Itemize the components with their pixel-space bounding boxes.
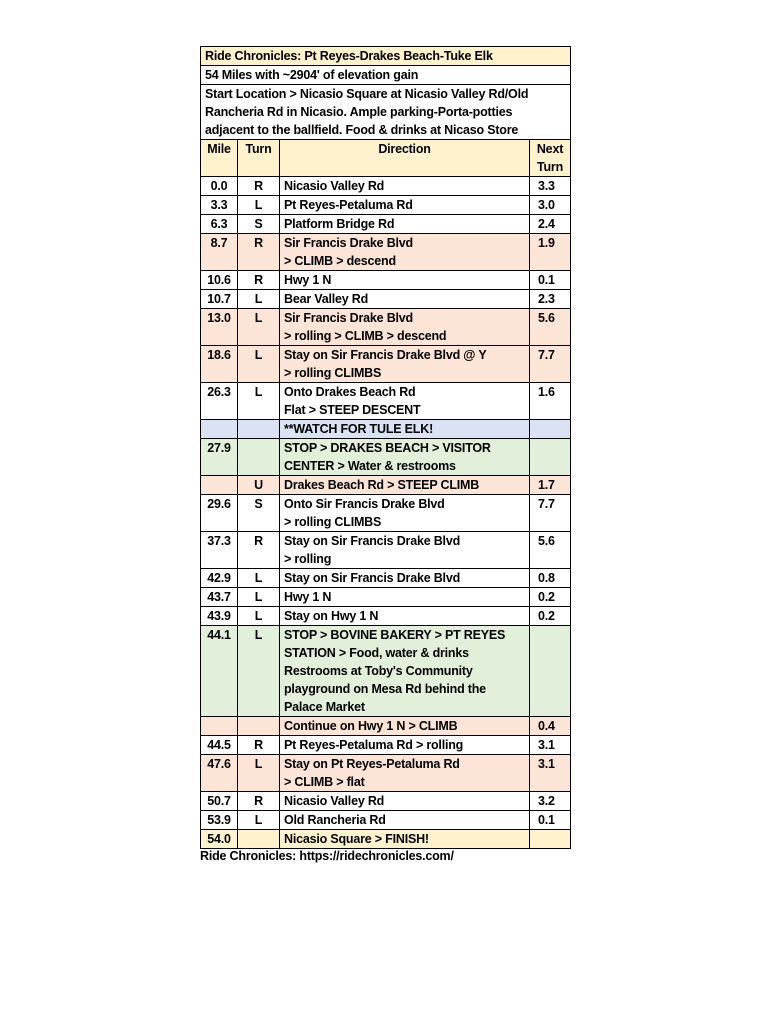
cue-turn xyxy=(238,830,280,849)
cue-direction xyxy=(280,717,530,736)
cue-mile: 18.6 xyxy=(201,346,238,383)
cue-direction-line: > rolling CLIMBS xyxy=(284,515,382,529)
cue-row xyxy=(201,234,571,271)
cue-next-turn xyxy=(530,626,571,717)
cue-mile: 44.1 xyxy=(201,626,238,717)
cue-direction-line: Stay on Pt Reyes-Petaluma Rd xyxy=(284,757,460,771)
cue-direction-line: playground on Mesa Rd behind the xyxy=(284,682,486,696)
cue-turn: U xyxy=(238,476,280,495)
cue-direction xyxy=(280,196,530,215)
cue-turn: L xyxy=(238,309,280,346)
header-next-turn-line: Next xyxy=(536,142,564,156)
cue-direction xyxy=(280,439,530,476)
start-line: Rancheria Rd in Nicasio. Ample parking-Porta-potties xyxy=(205,105,513,119)
cue-turn: L xyxy=(238,811,280,830)
cue-row xyxy=(201,439,571,476)
cue-turn xyxy=(238,439,280,476)
cue-turn: R xyxy=(238,271,280,290)
cue-mile: 27.9 xyxy=(201,439,238,476)
cue-direction-line: > rolling CLIMBS xyxy=(284,366,382,380)
cue-next-turn xyxy=(530,420,571,439)
cue-direction-line: Sir Francis Drake Blvd xyxy=(284,311,413,325)
cue-direction xyxy=(280,532,530,569)
cue-next-turn: 5.6 xyxy=(530,532,571,569)
cue-row xyxy=(201,588,571,607)
cue-direction-line: Continue on Hwy 1 N > CLIMB xyxy=(284,719,458,733)
route-title: Ride Chronicles: Pt Reyes-Drakes Beach-Tuke Elk xyxy=(201,47,571,66)
cue-turn: L xyxy=(238,588,280,607)
cue-next-turn: 3.2 xyxy=(530,792,571,811)
cue-next-turn: 1.9 xyxy=(530,234,571,271)
cue-row xyxy=(201,811,571,830)
start-location-row xyxy=(201,85,571,140)
header-direction: Direction xyxy=(280,140,530,177)
cue-next-turn: 3.3 xyxy=(530,177,571,196)
cue-row xyxy=(201,271,571,290)
cue-direction-line: Sir Francis Drake Blvd xyxy=(284,236,413,250)
cue-direction-line: > CLIMB > descend xyxy=(284,254,396,268)
cue-mile: 0.0 xyxy=(201,177,238,196)
cue-next-turn: 3.1 xyxy=(530,736,571,755)
cue-direction xyxy=(280,271,530,290)
cue-direction-line: Nicasio Valley Rd xyxy=(284,179,385,193)
cue-next-turn: 1.6 xyxy=(530,383,571,420)
cue-direction xyxy=(280,569,530,588)
cue-mile: 43.9 xyxy=(201,607,238,626)
cue-mile xyxy=(201,717,238,736)
cue-row xyxy=(201,830,571,849)
cue-direction-line: CENTER > Water & restrooms xyxy=(284,459,456,473)
cue-mile: 44.5 xyxy=(201,736,238,755)
cue-turn: S xyxy=(238,215,280,234)
cue-mile: 29.6 xyxy=(201,495,238,532)
cue-row xyxy=(201,717,571,736)
cue-next-turn: 3.0 xyxy=(530,196,571,215)
cue-direction-line: Flat > STEEP DESCENT xyxy=(284,403,421,417)
cue-mile: 54.0 xyxy=(201,830,238,849)
cue-direction xyxy=(280,215,530,234)
start-line: Start Location > Nicasio Square at Nicasio Valley Rd/Old xyxy=(205,87,529,101)
cue-next-turn: 2.3 xyxy=(530,290,571,309)
cue-direction xyxy=(280,588,530,607)
cue-direction xyxy=(280,420,530,439)
cue-row xyxy=(201,755,571,792)
cue-row xyxy=(201,626,571,717)
cue-turn: L xyxy=(238,607,280,626)
start-line: adjacent to the ballfield. Food & drinks at Nicaso Store xyxy=(205,123,519,137)
cue-direction-line: Stay on Sir Francis Drake Blvd @ Y xyxy=(284,348,487,362)
cue-row xyxy=(201,309,571,346)
cue-mile: 47.6 xyxy=(201,755,238,792)
cue-mile: 8.7 xyxy=(201,234,238,271)
start-location xyxy=(201,85,571,140)
cue-direction-line: Bear Valley Rd xyxy=(284,292,369,306)
cue-direction xyxy=(280,736,530,755)
cue-direction xyxy=(280,792,530,811)
cue-mile: 26.3 xyxy=(201,383,238,420)
cue-direction xyxy=(280,309,530,346)
cue-turn: R xyxy=(238,792,280,811)
cue-next-turn: 3.1 xyxy=(530,755,571,792)
cue-mile: 42.9 xyxy=(201,569,238,588)
cue-direction xyxy=(280,626,530,717)
cue-next-turn: 0.8 xyxy=(530,569,571,588)
cue-row xyxy=(201,177,571,196)
cue-direction xyxy=(280,290,530,309)
cue-direction-line: Pt Reyes-Petaluma Rd xyxy=(284,198,413,212)
cue-direction-line: > rolling > CLIMB > descend xyxy=(284,329,447,343)
cue-turn: R xyxy=(238,177,280,196)
cue-direction-line: Hwy 1 N xyxy=(284,273,332,287)
cue-sheet xyxy=(200,46,570,849)
summary-row xyxy=(201,66,571,85)
cue-next-turn: 1.7 xyxy=(530,476,571,495)
cue-direction-line: Onto Sir Francis Drake Blvd xyxy=(284,497,445,511)
cue-next-turn: 7.7 xyxy=(530,346,571,383)
cue-direction xyxy=(280,383,530,420)
cue-turn: L xyxy=(238,196,280,215)
cue-turn: L xyxy=(238,346,280,383)
cue-next-turn: 0.1 xyxy=(530,271,571,290)
cue-direction-line: Nicasio Square > FINISH! xyxy=(284,832,429,846)
header-turn: Turn xyxy=(238,140,280,177)
cue-mile: 13.0 xyxy=(201,309,238,346)
cue-direction-line: Stay on Sir Francis Drake Blvd xyxy=(284,571,461,585)
cue-turn: R xyxy=(238,532,280,569)
cue-direction-line: Onto Drakes Beach Rd xyxy=(284,385,416,399)
cue-direction-line: STOP > BOVINE BAKERY > PT REYES xyxy=(284,628,506,642)
header-mile: Mile xyxy=(201,140,238,177)
cue-turn: R xyxy=(238,234,280,271)
cue-table xyxy=(200,46,571,849)
cue-direction-line: > CLIMB > flat xyxy=(284,775,365,789)
cue-direction-line: Old Rancheria Rd xyxy=(284,813,386,827)
cue-direction-line: Nicasio Valley Rd xyxy=(284,794,385,808)
cue-direction xyxy=(280,830,530,849)
cue-next-turn: 0.2 xyxy=(530,588,571,607)
cue-direction xyxy=(280,495,530,532)
cue-row xyxy=(201,792,571,811)
cue-direction-line: STATION > Food, water & drinks xyxy=(284,646,469,660)
cue-row xyxy=(201,569,571,588)
cue-row xyxy=(201,532,571,569)
cue-turn: L xyxy=(238,755,280,792)
cue-direction xyxy=(280,177,530,196)
cue-direction-line: STOP > DRAKES BEACH > VISITOR xyxy=(284,441,491,455)
cue-direction-line: Platform Bridge Rd xyxy=(284,217,395,231)
cue-direction-line: **WATCH FOR TULE ELK! xyxy=(284,422,434,436)
cue-direction xyxy=(280,755,530,792)
cue-turn: L xyxy=(238,569,280,588)
cue-direction-line: > rolling xyxy=(284,552,332,566)
cue-mile: 10.7 xyxy=(201,290,238,309)
cue-mile: 6.3 xyxy=(201,215,238,234)
cue-direction xyxy=(280,234,530,271)
cue-row xyxy=(201,290,571,309)
cue-direction-line: Restrooms at Toby's Community xyxy=(284,664,473,678)
cue-row xyxy=(201,420,571,439)
cue-direction-line: Hwy 1 N xyxy=(284,590,332,604)
cue-next-turn: 2.4 xyxy=(530,215,571,234)
cue-direction-line: Drakes Beach Rd > STEEP CLIMB xyxy=(284,478,480,492)
cue-mile: 50.7 xyxy=(201,792,238,811)
footer-credit: Ride Chronicles: https://ridechronicles.com/ xyxy=(200,849,454,863)
cue-mile: 3.3 xyxy=(201,196,238,215)
cue-row xyxy=(201,736,571,755)
cue-next-turn: 0.1 xyxy=(530,811,571,830)
cue-direction-line: Stay on Sir Francis Drake Blvd xyxy=(284,534,461,548)
cue-row xyxy=(201,495,571,532)
header-next-turn-line: Turn xyxy=(536,160,564,174)
cue-mile: 37.3 xyxy=(201,532,238,569)
header-row xyxy=(201,140,571,177)
cue-row xyxy=(201,196,571,215)
cue-row xyxy=(201,346,571,383)
cue-mile xyxy=(201,420,238,439)
cue-next-turn: 7.7 xyxy=(530,495,571,532)
cue-mile: 10.6 xyxy=(201,271,238,290)
cue-turn: S xyxy=(238,495,280,532)
cue-next-turn xyxy=(530,439,571,476)
cue-next-turn xyxy=(530,830,571,849)
cue-row xyxy=(201,215,571,234)
cue-direction xyxy=(280,811,530,830)
cue-turn: R xyxy=(238,736,280,755)
cue-turn xyxy=(238,420,280,439)
cue-turn: L xyxy=(238,290,280,309)
cue-turn xyxy=(238,717,280,736)
cue-turn: L xyxy=(238,383,280,420)
cue-next-turn: 0.2 xyxy=(530,607,571,626)
route-summary: 54 Miles with ~2904' of elevation gain xyxy=(201,66,571,85)
cue-direction-line: Pt Reyes-Petaluma Rd > rolling xyxy=(284,738,464,752)
cue-row xyxy=(201,607,571,626)
header-next-turn xyxy=(530,140,571,177)
cue-row xyxy=(201,476,571,495)
cue-mile xyxy=(201,476,238,495)
cue-mile: 43.7 xyxy=(201,588,238,607)
title-row xyxy=(201,47,571,66)
cue-direction-line: Palace Market xyxy=(284,700,365,714)
cue-row xyxy=(201,383,571,420)
cue-next-turn: 0.4 xyxy=(530,717,571,736)
cue-direction xyxy=(280,476,530,495)
cue-direction xyxy=(280,607,530,626)
cue-mile: 53.9 xyxy=(201,811,238,830)
cue-turn: L xyxy=(238,626,280,717)
cue-direction-line: Stay on Hwy 1 N xyxy=(284,609,379,623)
cue-next-turn: 5.6 xyxy=(530,309,571,346)
cue-direction xyxy=(280,346,530,383)
